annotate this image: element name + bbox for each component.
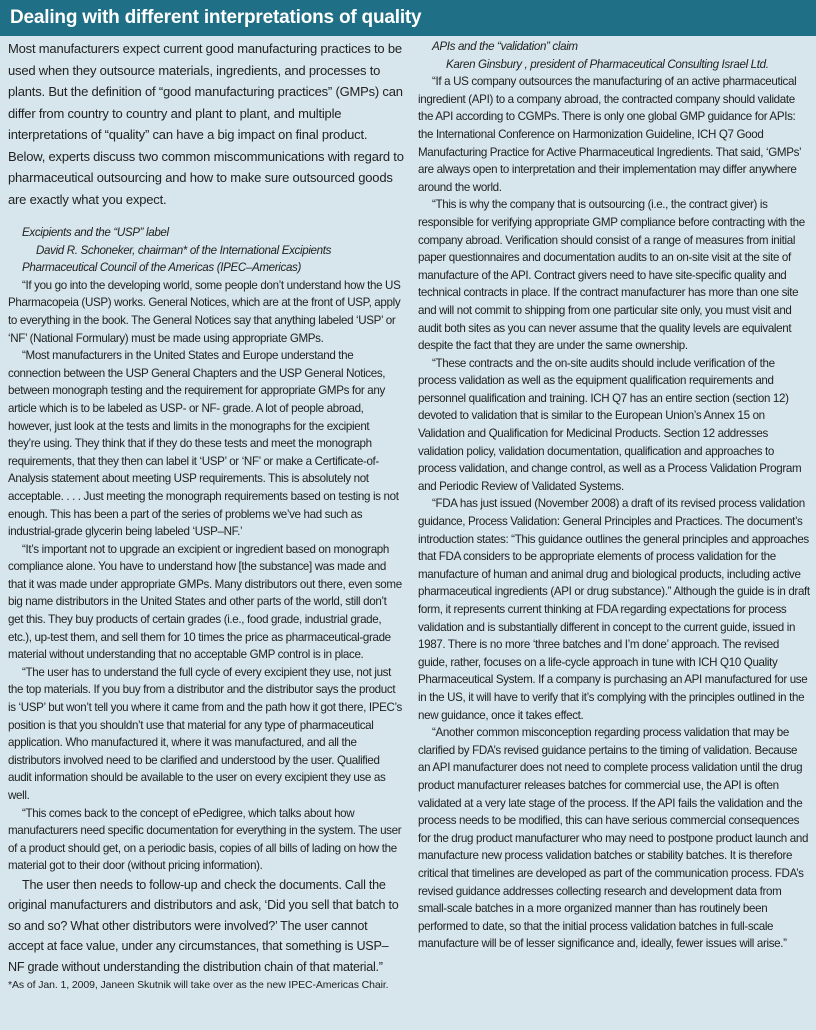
- paragraph: “This is why the company that is outsourcing (i.e., the contract giver) is responsible for verifying appropriate GMP compliance before contracting with the company abroad. Verification should consist of a range of measures from initial paper questionnaires and documentation audits to an on-site visit at the site of manufacture of the API. Contract givers need to have site-specific quality and technical contracts in place. If the contract manufacturer has more than one site and will not commit to shipping from one particular site only, you must visit and audit both sites as you can never assume that the quality levels are equivalent despite the fact that they are under the same ownership.: [418, 198, 805, 353]
- title-bar: [0, 0, 816, 36]
- paragraph: “If you go into the developing world, some people don’t understand how the US Pharmacopeia (USP) works. General Notices, which are at the front of USP, apply to everything in the book. The General Notices say that anything labeled ‘USP’ or ‘NF’ (National Formulary) must be made using appropriate GMPs.: [8, 278, 401, 345]
- footnote: *As of Jan. 1, 2009, Janeen Skutnik will take over as the new IPEC-Americas Chair.: [8, 979, 389, 992]
- paragraph: The user then needs to follow-up and check the documents. Call the original manufacturers and distributors and ask, ‘Did you sell that batch to so and so? What other distributors were involved?’ The user cannot accept at face value, under any circumstances, that something is USP–NF grade without understanding the distribution chain of that material.”: [8, 877, 399, 974]
- paragraph: “The user has to understand the full cycle of every excipient they use, not just the top materials. If you buy from a distributor and the distributor says the product is ‘USP’ but won’t tell you where it came from and the path how it got there, IPEC’s position is that you shouldn’t use that material for any type of pharmaceutical application. Who manufactured it, where it was manufactured, and all the distributors involved need to be clarified and understood by the user. Qualified audit information should be available to the user on every excipient they use as well.: [8, 665, 402, 802]
- paragraph: “This comes back to the concept of ePedigree, which talks about how manufacturers need specific documentation for everything in the system. The user of a product should get, on a periodic basis, copies of all bills of lading on how the material got to their door (without pricing information).: [8, 806, 402, 873]
- page-title: Dealing with different interpretations of quality: [10, 7, 422, 28]
- paragraph: “Another common misconception regarding process validation that may be clarified by FDA’s revised guidance pertains to the timing of validation. Because an API manufacturer does not need to complete process validation until the drug product manufacturer releases batches for commercial use, the API is often validated at a very late stage of the process. If the API fails the validation and the process needs to be modified, this can have serious commercial consequences for the drug product manufacturer who may need to postpone product launch and manufacture new process validation batches or stability batches. It is therefore critical that timelines are developed as part of the communication process. FDA’s revised guidance addresses collecting research and development data from small-scale batches in a more organized manner than has routinely been performed to date, so that the initial process validation batches in full-scale manufacture will be of lesser significance and, ideally, fewer issues will arise.”: [418, 726, 809, 951]
- left-column: [8, 38, 404, 992]
- paragraph: “Most manufacturers in the United States and Europe understand the connection between the USP General Chapters and the USP General Notices, between monograph testing and the requirement for appropriate GMPs for any article which is to be labeled as USP- or NF- grade. A lot of people abroad, however, just look at the tests and limits in the monographs for the excipient they’re using. They think that if they do these tests and meet the monograph requirements, that they then can label it ‘USP’ or ‘NF’ or make a Certificate-of-Analysis statement about meeting USP requirements. This is absolutely not acceptable. . . . Just meeting the monograph requirements based on testing is not enough. This has been a part of the series of problems we’ve had such as industrial-grade glycerin being labeled ‘USP–NF.’: [8, 349, 399, 539]
- section-heading-excipients: Excipients and the “USP” label: [22, 226, 169, 239]
- byline-schoneker: David R. Schoneker, chairman* of the International Excipients Pharmaceutical Council of the Americas (IPEC–Americas): [22, 243, 332, 275]
- section-heading-apis: APIs and the “validation” claim: [432, 40, 578, 53]
- byline-ginsbury: Karen Ginsbury , president of Pharmaceutical Consulting Israel Ltd.: [446, 57, 769, 71]
- paragraph: “If a US company outsources the manufacturing of an active pharmaceutical ingredient (API) to a company abroad, the contracted company should validate the API according to CGMPs. There is only one global GMP guidance for APIs: the International Conference on Harmonization Guideline, ICH Q7 Good Manufacturing Practice for Active Pharmaceutical Ingredients. That said, ‘GMPs’ are always open to interpretation and their implementation may differ anywhere around the world.: [418, 75, 801, 194]
- paragraph: “FDA has just issued (November 2008) a draft of its revised process validation guidance, Process Validation: General Principles and Practices. The document’s introduction states: “This guidance outlines the general principles and approaches that FDA considers to be appropriate elements of process validation for the manufacture of human and animal drug and biological products, including active pharmaceutical ingredients (API or drug substance).” Although the guide is in draft form, it represents current thinking at FDA regarding expectations for process validation and is substantially different in concept to the current guide, issued in 1987. There is no more ‘three batches and I’m done’ approach. The revised guide, rather, focuses on a life-cycle approach in tune with ICH Q10 Quality Pharmaceutical System. If a company is purchasing an API manufactured for use in the US, it will have to verify that it’s complying with the principles outlined in the new guidance, once it takes effect.: [418, 497, 810, 722]
- paragraph: “It’s important not to upgrade an excipient or ingredient based on monograph compliance alone. You have to understand how [the substance] was made and that it was made under appropriate GMPs. Many distributors out there, even some big name distributors in the United States and other parts of the world, still don’t get this. They buy products of certain grades (i.e., food grade, industrial grade, etc.), up-test them, and sell them for 10 times the price as pharmaceutical-grade material without understanding that no acceptable GMP control is in place.: [8, 542, 402, 662]
- intro-paragraph: Most manufacturers expect current good manufacturing practices to be used when they outsource materials, ingredients, and processes to plants. But the definition of “good manufacturing practices” (GMPs) can differ from country to country and plant to plant, and multiple interpretations of “quality” can have a big impact on final product. Below, experts discuss two common miscommunications with regard to pharmaceutical outsourcing and how to make sure outsourced goods are exactly what you expect.: [8, 41, 404, 207]
- right-column: [418, 38, 810, 953]
- paragraph: “These contracts and the on-site audits should include verification of the process validation as well as the equipment qualification requirements and personnel qualification and training. ICH Q7 has an entire section (section 12) devoted to validation that is similar to the European Union’s Annex 15 on Validation and Qualification for Medicinal Products. Section 12 addresses validation policy, validation documentation, qualification and approaches to process validation, and change control, as well as a Process Validation Program and Periodic Review of Validated Systems.: [418, 356, 802, 493]
